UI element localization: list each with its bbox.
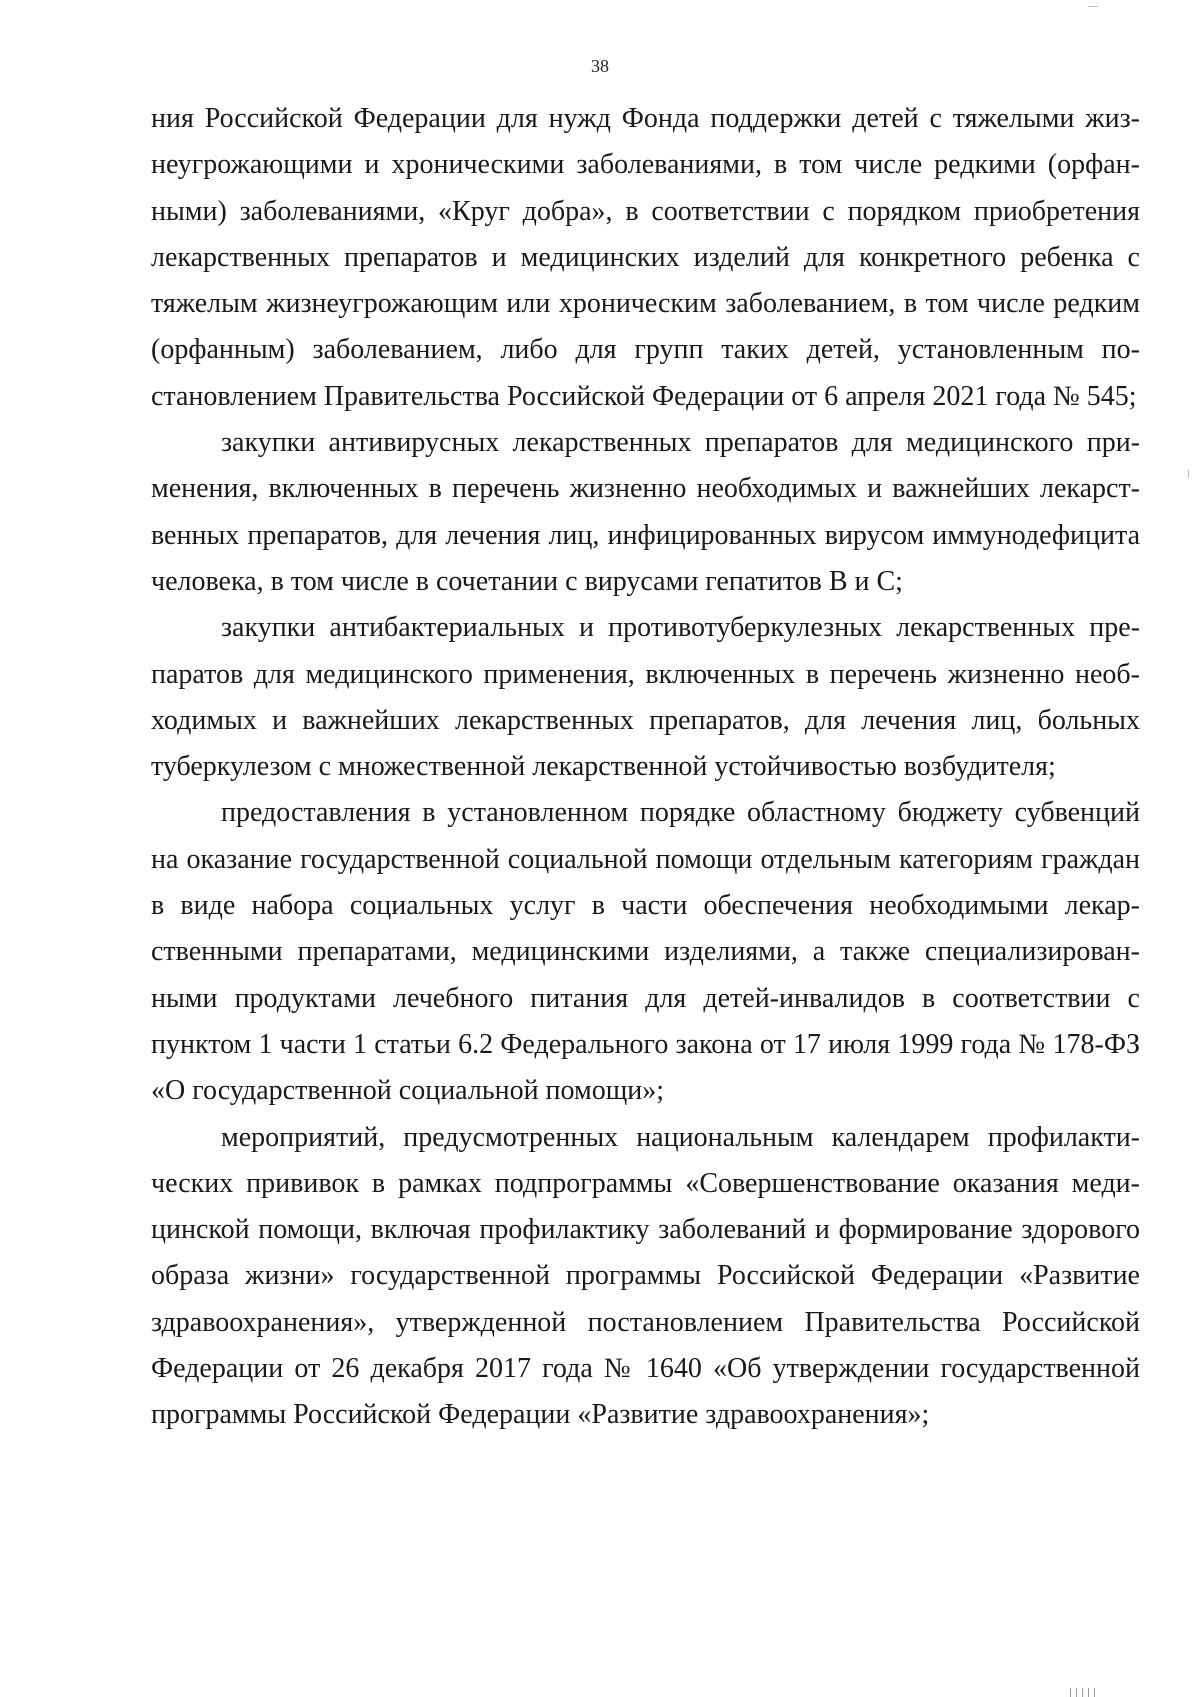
paragraph-antiviral-procurement: закупки антивирусных лекарственных препаратов для медицинского применения, включенных в перечень жизненно необходимых и важнейших лекарственных препаратов, для лечения лиц, инфицированных вирусом иммунодефицита человека, в том числе в сочетании с вирусами гепатитов В и С; [151, 427, 1140, 597]
scan-mark-top [1088, 6, 1098, 7]
paragraph-continued: ния Российской Федерации для нужд Фонда поддержки детей с тяжелыми жизнеугрожающими и хроническими заболеваниями, в том числе редкими (орфанными) заболеваниями, «Круг добра», в соответствии с порядком приобретения лекарственных препаратов и медицинских изделий для конкретного ребенка с тяжелым жизнеугрожающим или хроническим заболеванием, в том числе редким (орфанным) заболеванием, либо для групп таких детей, установленным постановлением Правительства Российской Федерации от 6 апреля 2021 года № 545; [151, 103, 1140, 412]
scan-mark-right [1188, 470, 1189, 478]
scan-mark-bottom [1070, 1688, 1098, 1697]
paragraph-vaccination-calendar: мероприятий, предусмотренных национальным календарем профилактических прививок в рамках подпрограммы «Совершенствование оказания медицинской помощи, включая профилактику заболеваний и формирование здорового образа жизни» государственной программы Российской Федерации «Развитие здравоохранения», утвержденной постановлением Правительства Российской Федерации от 26 декабря 2017 года № 1640 «Об утверждении государственной программы Российской Федерации «Развитие здравоохранения»; [151, 1121, 1140, 1431]
document-body [151, 96, 1140, 1439]
paragraph-antibacterial-procurement: закупки антибактериальных и противотуберкулезных лекарственных препаратов для медицинского применения, включенных в перечень жизненно необходимых и важнейших лекарственных препаратов, для лечения лиц, больных туберкулезом с множественной лекарственной устойчивостью возбудителя; [151, 612, 1140, 783]
paragraph-subventions: предоставления в установленном порядке областному бюджету субвенций на оказание государственной социальной помощи отдельным категориям граждан в виде набора социальных услуг в части обеспечения необходимыми лекарственными препаратами, медицинскими изделиями, а также специализированными продуктами лечебного питания для детей-инвалидов в соответствии с пунктом 1 части 1 статьи 6.2 Федерального закона от 17 июля 1999 года № 178-ФЗ «О государственной социальной помощи»; [151, 797, 1140, 1107]
page-number: 38 [591, 56, 609, 76]
